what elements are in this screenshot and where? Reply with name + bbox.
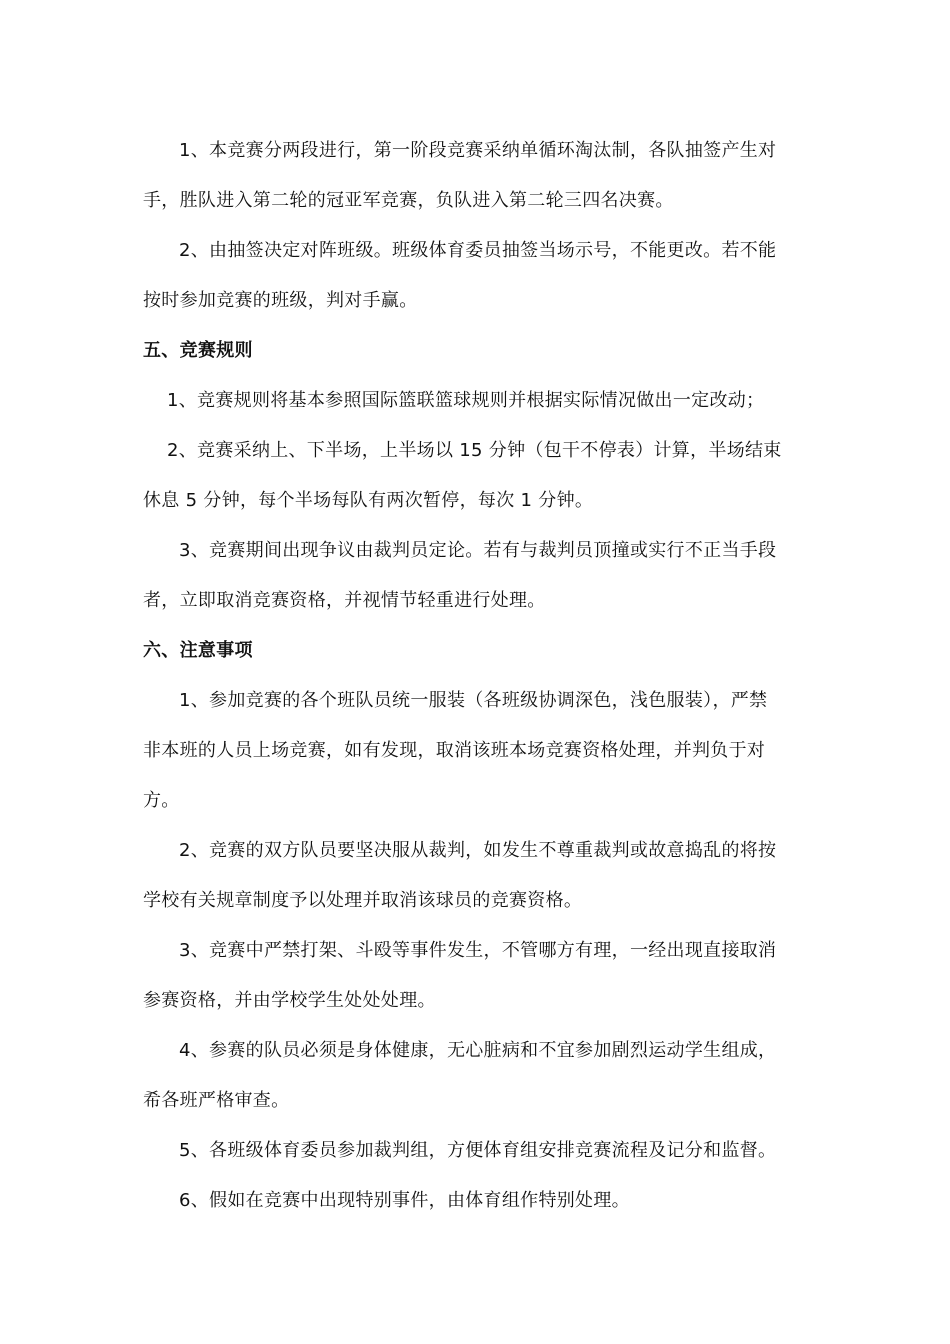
text-line: 休息 5 分钟，每个半场每队有两次暂停，每次 1 分钟。 — [143, 490, 594, 511]
text-line: 2、由抽签决定对阵班级。班级体育委员抽签当场示号，不能更改。若不能 — [179, 240, 777, 261]
text-line: 6、假如在竞赛中出现特别事件，由体育组作特别处理。 — [179, 1190, 630, 1211]
text-line: 希各班严格审查。 — [143, 1090, 290, 1111]
text-line: 参赛资格，并由学校学生处处处理。 — [143, 990, 436, 1011]
text-line: 者，立即取消竞赛资格，并视情节轻重进行处理。 — [143, 590, 546, 611]
text-line: 1、竞赛规则将基本参照国际篮联篮球规则并根据实际情况做出一定改动； — [167, 390, 765, 411]
text-line: 5、各班级体育委员参加裁判组，方便体育组安排竞赛流程及记分和监督。 — [179, 1140, 777, 1161]
text-line: 3、竞赛中严禁打架、斗殴等事件发生，不管哪方有理，一经出现直接取消 — [179, 940, 777, 961]
text-line: 1、本竞赛分两段进行，第一阶段竞赛采纳单循环淘汰制，各队抽签产生对 — [179, 140, 777, 161]
text-line: 2、竞赛的双方队员要坚决服从裁判，如发生不尊重裁判或故意捣乱的将按 — [179, 840, 777, 861]
document-page — [143, 126, 808, 1226]
text-line: 2、竞赛采纳上、下半场，上半场以 15 分钟（包干不停表）计算，半场结束 — [167, 440, 782, 461]
text-line: 3、竞赛期间出现争议由裁判员定论。若有与裁判员顶撞或实行不正当手段 — [179, 540, 777, 561]
section-heading: 六、注意事项 — [143, 640, 253, 661]
text-line: 1、参加竞赛的各个班队员统一服装（各班级协调深色，浅色服装），严禁 — [179, 690, 768, 711]
section-heading: 五、竞赛规则 — [143, 340, 253, 361]
text-line: 学校有关规章制度予以处理并取消该球员的竞赛资格。 — [143, 890, 583, 911]
text-line: 手，胜队进入第二轮的冠亚军竞赛，负队进入第二轮三四名决赛。 — [143, 190, 674, 211]
text-line: 非本班的人员上场竞赛，如有发现，取消该班本场竞赛资格处理，并判负于对 — [143, 740, 766, 761]
text-line: 方。 — [143, 790, 180, 811]
text-line: 4、参赛的队员必须是身体健康，无心脏病和不宜参加剧烈运动学生组成， — [179, 1040, 777, 1061]
text-line: 按时参加竞赛的班级，判对手赢。 — [143, 290, 418, 311]
